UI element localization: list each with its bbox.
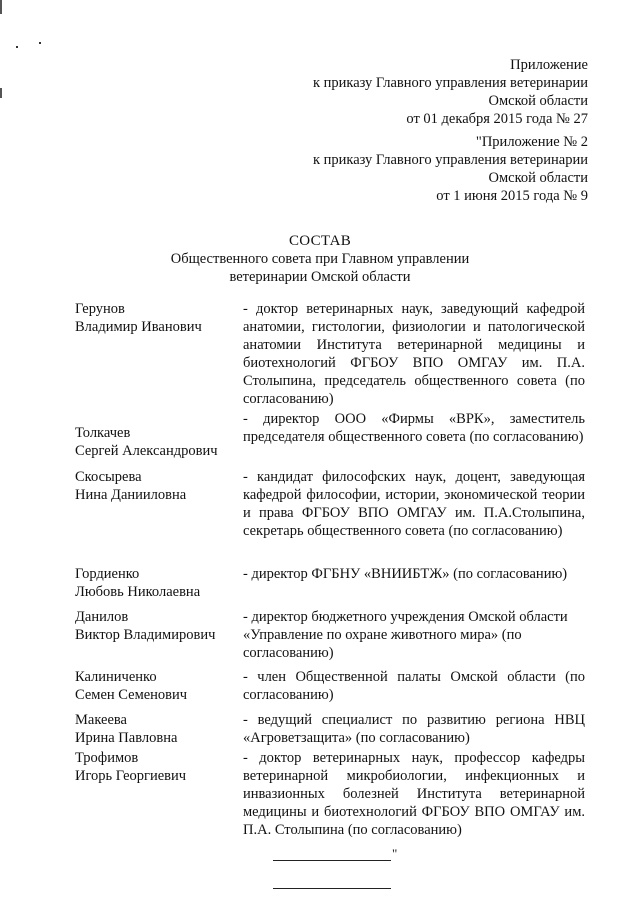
- member-name: [75, 608, 240, 644]
- member-surname: Макеева: [75, 712, 127, 728]
- member-role: - кандидат философских наук, доцент, заведующая кафедрой философии, истории, экономической теории и права ФГБОУ ВПО ОМГАУ им. П.А.Столыпина, секретарь общественного совета (по согласованию): [243, 469, 585, 539]
- member-name: [75, 749, 240, 785]
- closing-rule: [273, 860, 391, 861]
- member-surname: Скосырева: [75, 469, 142, 485]
- member-given-name: Ирина Павловна: [75, 730, 178, 746]
- member-role: - доктор ветеринарных наук, профессор кафедры ветеринарной микробиологии, инфекционных и инвазионных болезней Института ветеринарной медицины и биотехнологий ФГБОУ ВПО ОМГАУ им. П.А. Столыпина (по согласованию): [243, 750, 585, 838]
- member-role: - директор ООО «Фирмы «ВРК», заместитель председателя общественного совета (по согласованию): [243, 411, 585, 445]
- title-line: Общественного совета при Главном управлении: [170, 251, 470, 267]
- member-surname: Герунов: [75, 301, 125, 317]
- member-given-name: Виктор Владимирович: [75, 627, 216, 643]
- appendix-line: к приказу Главного управления ветеринарии: [312, 75, 588, 91]
- appendix-line: "Приложение № 2: [475, 134, 588, 150]
- member-role: - директор ФГБНУ «ВНИИБТЖ» (по согласованию): [243, 566, 568, 582]
- appendix-line: Омской области: [488, 170, 588, 186]
- appendix-header-1: [313, 56, 588, 128]
- title-line: ветеринарии Омской области: [229, 269, 411, 285]
- member-given-name: Сергей Александрович: [75, 443, 218, 459]
- member-role: - доктор ветеринарных наук, заведующий кафедрой анатомии, гистологии, физиологии и патологической анатомии Института ветеринарной медицины и биотехнологий ФГБОУ ВПО ОМГАУ им. П.А. Столыпина, председатель общественного совета (по согласованию): [243, 301, 585, 407]
- member-name: [75, 300, 240, 336]
- member-given-name: Нина Данииловна: [75, 487, 187, 503]
- member-name: [75, 468, 240, 504]
- member-given-name: Любовь Николаевна: [75, 584, 201, 600]
- member-surname: Данилов: [75, 609, 129, 625]
- closing-quote: ": [392, 846, 398, 861]
- member-role: - член Общественной палаты Омской области (по согласованию): [243, 669, 585, 703]
- appendix-header-2: [313, 133, 588, 205]
- scan-margin-mark: [0, 88, 2, 98]
- member-given-name: Семен Семенович: [75, 687, 188, 703]
- appendix-line: от 01 декабря 2015 года № 27: [406, 111, 588, 127]
- member-role: - ведущий специалист по развитию региона НВЦ «Агроветзащита» (по согласованию): [243, 712, 585, 746]
- appendix-line: от 1 июня 2015 года № 9: [436, 188, 588, 204]
- scan-margin-mark: [0, 0, 2, 14]
- member-role: - директор бюджетного учреждения Омской области «Управление по охране животного мира» (по согласованию): [243, 609, 568, 661]
- member-given-name: Игорь Георгиевич: [75, 768, 187, 784]
- scan-speck: [39, 42, 41, 44]
- member-name: [75, 565, 240, 601]
- title-heading: СОСТАВ: [288, 233, 352, 249]
- closing-rule: [273, 888, 391, 889]
- appendix-line: Приложение: [510, 57, 588, 73]
- scan-speck: [16, 46, 18, 48]
- member-surname: Калиниченко: [75, 669, 157, 685]
- member-given-name: Владимир Иванович: [75, 319, 202, 335]
- member-name: [75, 668, 240, 704]
- member-surname: Толкачев: [75, 425, 131, 441]
- member-surname: Гордиенко: [75, 566, 140, 582]
- member-surname: Трофимов: [75, 750, 139, 766]
- appendix-line: к приказу Главного управления ветеринарии: [312, 152, 588, 168]
- member-name: [75, 424, 240, 460]
- appendix-line: Омской области: [488, 93, 588, 109]
- document-title: [0, 232, 640, 286]
- member-name: [75, 711, 240, 747]
